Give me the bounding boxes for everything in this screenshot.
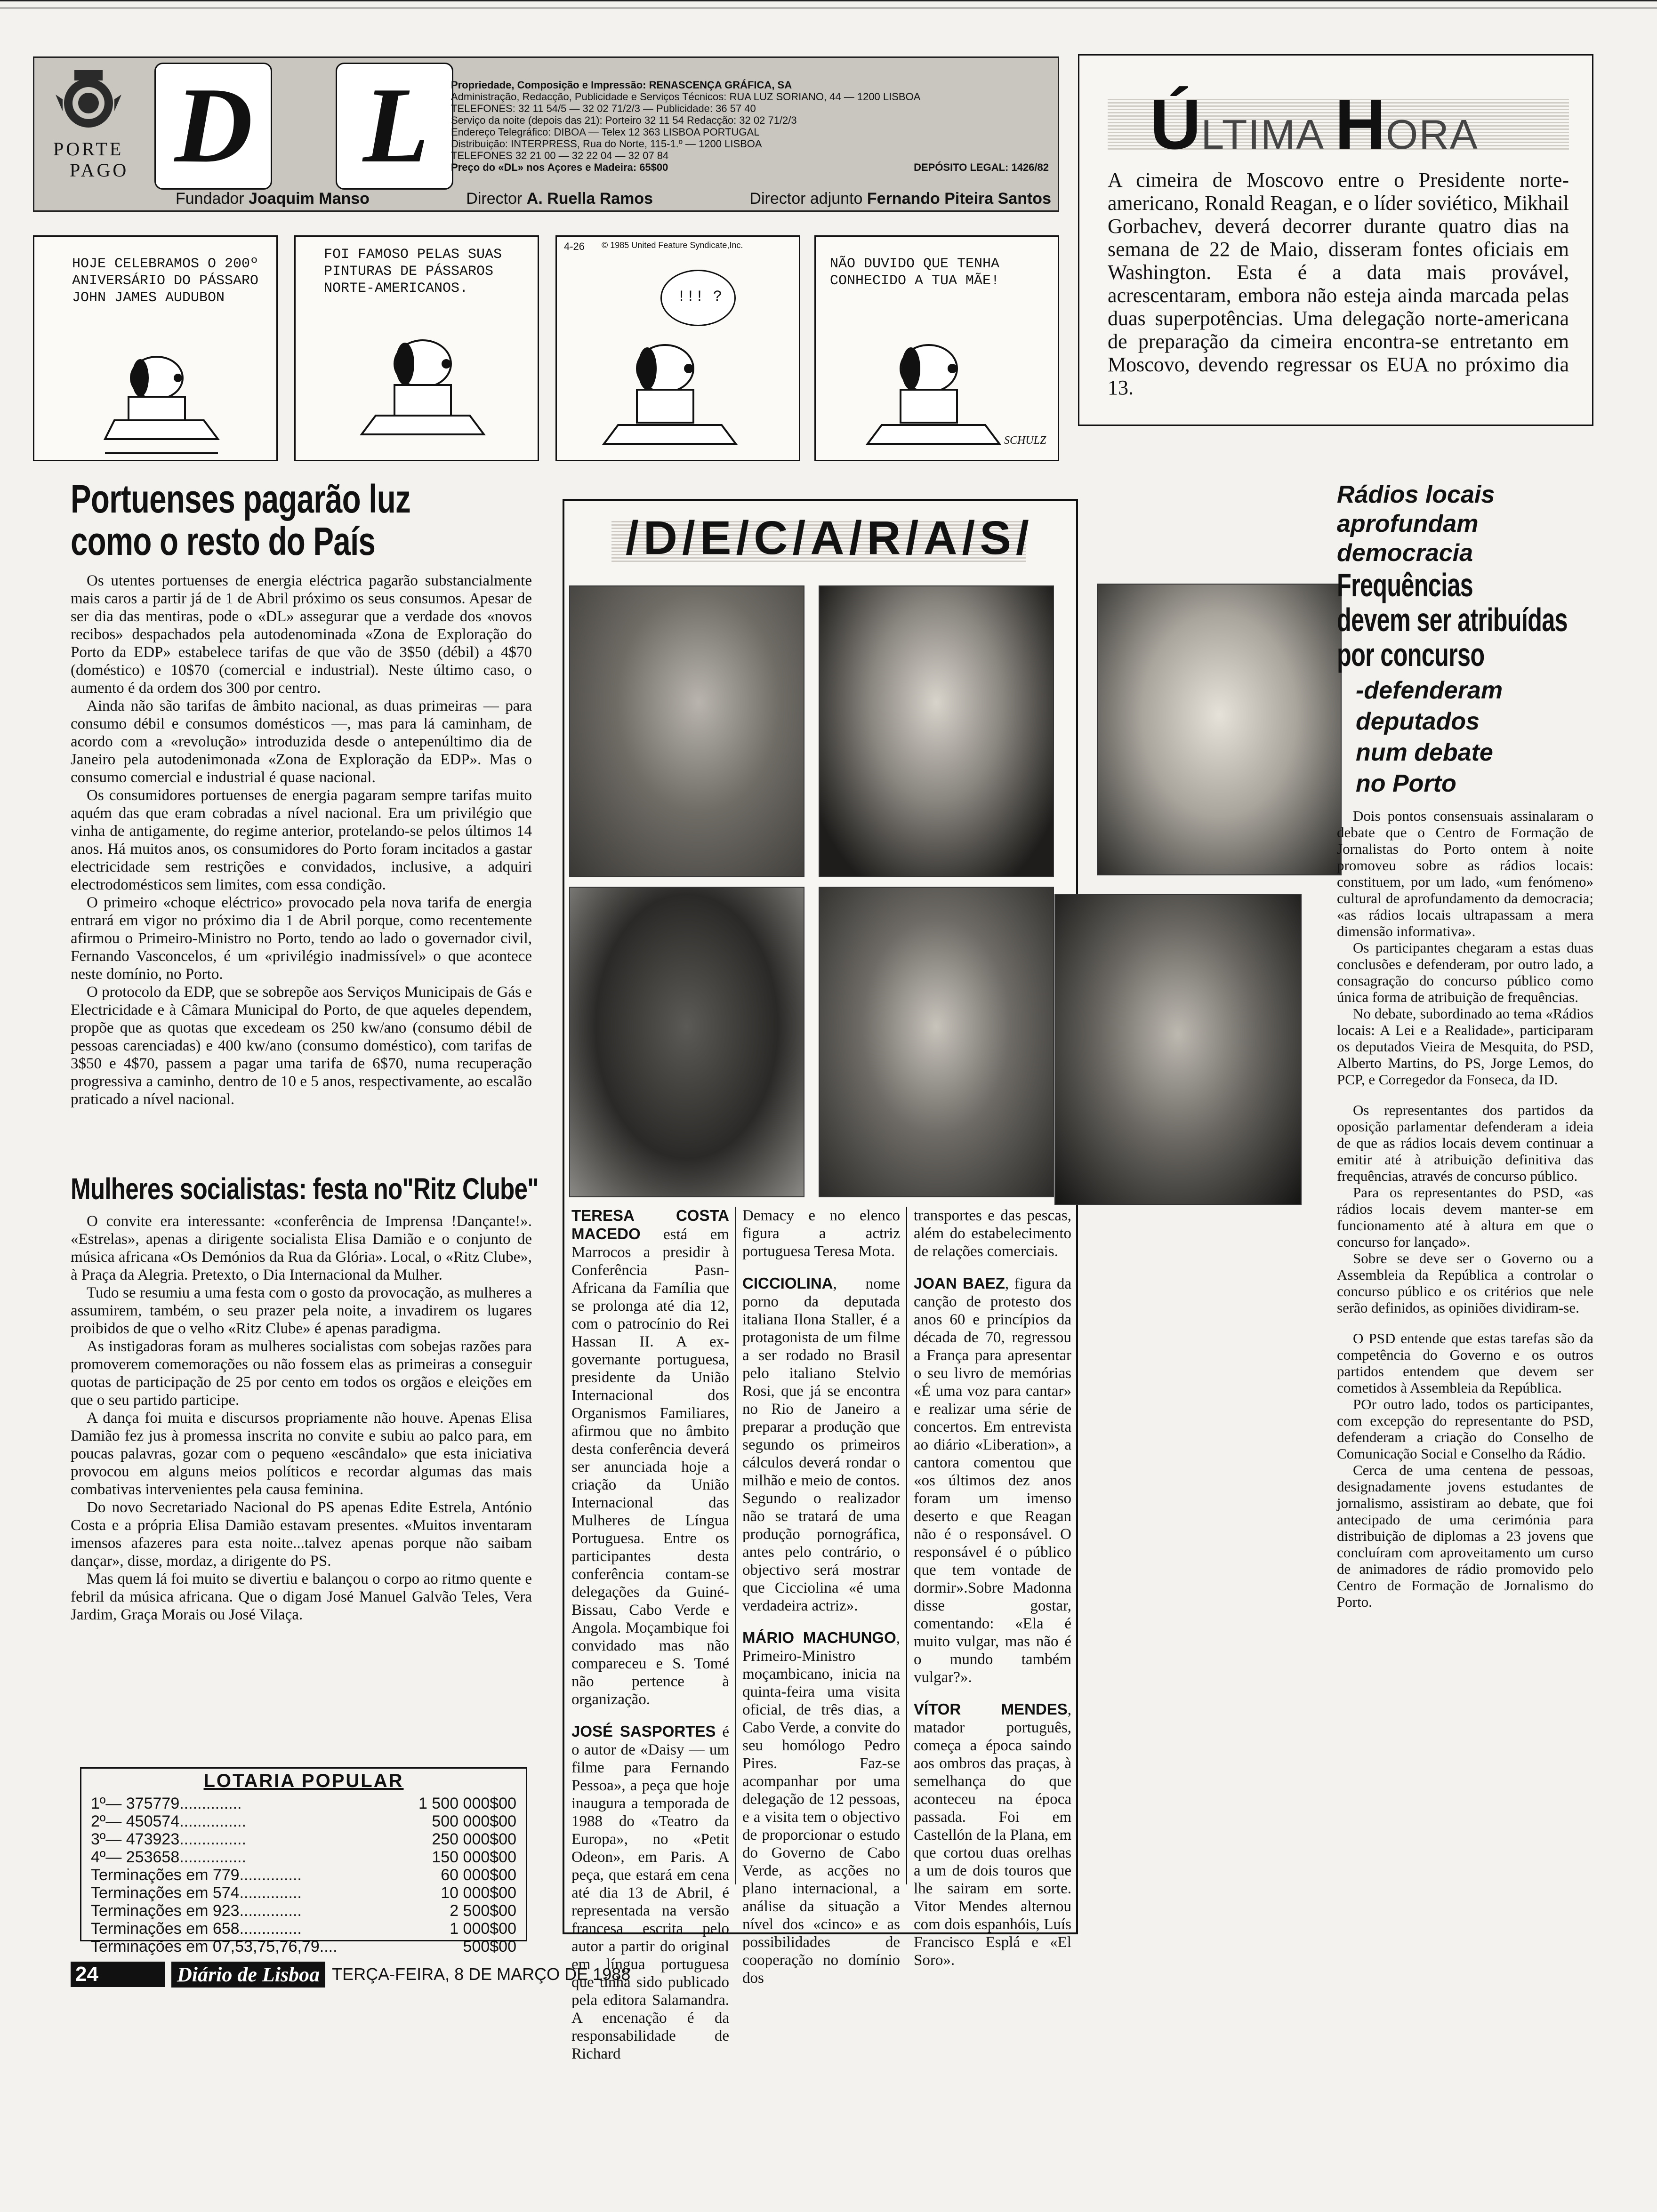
lotaria-row-value: 10 000$00 bbox=[441, 1884, 516, 1902]
caras-col-2 bbox=[742, 1207, 900, 2001]
caras-title: /D/E/C/A/R/A/S/ bbox=[626, 512, 1034, 564]
entry-text: , matador português, começa a época saindo aos ombros das praças, à semelhança do que aconteceu na época passada. Foi em Castellón de la Plana, em que cortou duas orelhas a um de dois touros que lhe sairam em sorte. Vitor Mendes alternou com dois espanhóis, Luís Francisco Esplá e «El Soro». bbox=[914, 1701, 1071, 1969]
caras-entry bbox=[914, 1700, 1071, 1969]
lotaria-row-value: 60 000$00 bbox=[441, 1866, 516, 1884]
lotaria-row-label: Terminações em 574.............. bbox=[91, 1884, 302, 1902]
radios-kicker-1: Rádios locais bbox=[1337, 481, 1495, 508]
entry-text: , figura da canção de protesto dos anos 60 e princípios da década de 70, regressou a França para apresentar o seu livro de memórias «É uma voz para cantar» e realizar uma série de concertos. Em entrevista ao diário «Liberation», a cantora comentou que «os últimos dez anos foram um imenso deserto e que Reagan não é o responsável. O responsável é o público que tem vontade de dormir».Sobre Madonna disse gostar, comentando: «Ela é muito vulgar, mas não é o mundo também vulgar?». bbox=[914, 1275, 1071, 1686]
person-name: JOAN BAEZ bbox=[914, 1274, 1005, 1292]
lotaria-row-label: 3º— 473923............... bbox=[91, 1830, 246, 1848]
paragraph: O convite era interessante: «conferência de Imprensa !Dançante!». «Estrelas», apenas a dirigente socialista Elisa Damião e o conjunto de música africana «Os Demónios da Rua da Glória». Local, o «Ritz Clube», à Praça da Alegria. Pretexto, o Dia Internacional da Mulher. bbox=[71, 1213, 532, 1283]
person-name: TERESA COSTA MACEDO bbox=[571, 1207, 729, 1242]
paragraph: Os utentes portuenses de energia eléctrica pagarão substancialmente mais caros a partir já de 1 de Abril próximo os seus consumos. Apesar de ser dia das mentiras, pode o «DL» assegurar que a verdade dos «novos recibos» despachados pela autodenominada «Zona de Exploração do Porto da EDP» estabelece tarifas de que vão de 3$50 (débil) a 4$70 (doméstico) e 10$70 (comercial e industrial). Neste último caso, o aumento é da ordem dos 300 por centro. bbox=[71, 572, 532, 697]
lotaria-row-label: 1º— 375779.............. bbox=[91, 1795, 242, 1812]
caras-box bbox=[563, 499, 1078, 2062]
entry-text: é o autor de «Daisy — um filme para Fernando Pessoa», a peça que hoje inaugura a temporada de 1988 do «Teatro da Europa», no «Petit Odeon», em Paris. A peça, que estará em cena até dia 13 de Abril, é representada na versão francesa escrita pelo autor a partir do original em língua portuguesa que tinha sido publicado pela editora Salamandra. A encenação é da responsabilidade de Richard bbox=[571, 1723, 729, 2062]
top-rule bbox=[0, 0, 1657, 8]
caras-entry bbox=[914, 1274, 1071, 1686]
title-h: H bbox=[1335, 85, 1386, 164]
lotaria-row-value: 250 000$00 bbox=[432, 1830, 516, 1848]
comic-bubble-text: !!! ? bbox=[677, 288, 723, 305]
comic-signature: SCHULZ bbox=[1004, 434, 1046, 447]
mulheres-body bbox=[71, 1212, 532, 1624]
radios-sub-1: -defenderam bbox=[1356, 677, 1503, 704]
paragraph: Os participantes chegaram a estas duas conclusões e defenderam, por outro lado, a consagração do concurso público como única forma de atribuição de frequências. bbox=[1337, 939, 1593, 1005]
radios-headline-3: por concurso bbox=[1337, 636, 1485, 673]
portrait-photo-mendes bbox=[1054, 894, 1302, 1205]
paragraph: Para os representantes do PSD, «as rádios locais devem manter-se em funcionamento até à altura em que o concurso for lançado». bbox=[1337, 1184, 1593, 1250]
lotaria-row bbox=[91, 1848, 516, 1866]
luz-body bbox=[71, 572, 532, 1108]
portrait-photo bbox=[569, 585, 804, 877]
ultima-hora-text: A cimeira de Moscovo entre o Presidente norte-americano, Ronald Reagan, e o líder soviético, Mikhail Gorbachev, deverá decorrer durante quatro dias na semana de 22 de Maio, disseram fontes oficiais em Washington. Esta é a data mais provável, acrescentaram, embora não esteja ainda marcada pelas duas superpotências. Uma delegação norte-americana de preparação da cimeira encontra-se entretanto em Moscovo, devendo regressar os EUA no próximo dia 13. bbox=[1108, 168, 1569, 399]
adjunto-label: Director adjunto bbox=[749, 190, 863, 208]
paragraph: Sobre se deve ser o Governo ou a Assembleia da República a controlar o concurso público e os critérios que nele serão definidos, as opiniões dividiram-se. bbox=[1337, 1250, 1593, 1316]
person-name: VÍTOR MENDES bbox=[914, 1700, 1068, 1718]
title-rest1: LTIMA bbox=[1201, 111, 1335, 158]
ultima-hora-title bbox=[1150, 84, 1479, 165]
lotaria-row-label: 2º— 450574............... bbox=[91, 1812, 246, 1830]
paragraph: O protocolo da EDP, que se sobrepõe aos Serviços Municipais de Gás e Electricidade e à Câmara Municipal do Porto, de que aqueles dependem, propõe que as quotas que excedeam os 250 kw/ano (consumo débil de pessoas carenciadas) e 400 kw/ano (consumo doméstico), com tarifas de 3$50 e 4$70, passem a pagar uma tarifa de 6$70, numa recuperação progressiva a caminho, dentro de 10 e 5 anos, respectivamente, ao escalão praticado a nível nacional. bbox=[71, 984, 532, 1108]
info-line: Distribuição: INTERPRESS, Rua do Norte, 115-1.º — 1200 LISBOA bbox=[451, 138, 762, 150]
lotaria-row-value: 500 000$00 bbox=[432, 1812, 516, 1830]
article-mulheres bbox=[71, 1172, 539, 1624]
title-u: Ú bbox=[1150, 85, 1201, 164]
lotaria-row bbox=[91, 1812, 516, 1830]
radios-kicker-3: democracia bbox=[1337, 539, 1473, 567]
masthead-credits bbox=[176, 190, 1051, 208]
caras-entry bbox=[742, 1207, 900, 1260]
lotaria-row bbox=[91, 1920, 516, 1938]
person-name: MÁRIO MACHUNGO bbox=[742, 1629, 896, 1646]
lotaria-row bbox=[91, 1866, 516, 1884]
portrait-photo bbox=[569, 887, 804, 1197]
caras-col-divider bbox=[906, 1207, 907, 1884]
paragraph: Dois pontos consensuais assinalaram o debate que o Centro de Formação de Jornalistas do Porto ontem à noite promoveu sobre as rádios locais: constituem, por um lado, «um fenómeno» cultural de aprofundamento da democracia; «as rádios locais ultrapassam a mera dimensão informativa». bbox=[1337, 808, 1593, 939]
entry-text: está em Marrocos a presidir à Conferência Pasn-Africana da Família que se prolonga até dia 12, com o patrocínio do Rei Hassan II. A ex-governante portuguesa, presidente da União Internacional dos Organismos Familiares, afirmou que no âmbito desta conferência deverá ser anunciada hoje a criação da União Internacional das Mulheres de Língua Portuguesa. Entre os participantes desta conferência contam-se delegações da Guiné-Bissau, Cabo Verde e Angola. Moçambique foi convidado mas não compareceu e S. Tomé não pertence à organização. bbox=[571, 1226, 729, 1708]
masthead-letter-d: D bbox=[175, 65, 253, 185]
snoopy-icon bbox=[96, 345, 227, 458]
lotaria-title: LOTARIA POPULAR bbox=[203, 1771, 404, 1791]
lotaria-row-label: Terminações em 923.............. bbox=[91, 1902, 302, 1920]
lotaria-row bbox=[91, 1884, 516, 1902]
entry-text: Demacy e no elenco figura a actriz portuguesa Teresa Mota. bbox=[742, 1207, 900, 1260]
lotaria-row-value: 500$00 bbox=[463, 1938, 516, 1956]
paragraph: POr outro lado, todos os participantes, com excepção do representante do PSD, defenderam a criação do Conselho de Comunicação Social e Conselho da Rádio. bbox=[1337, 1396, 1593, 1462]
radios-body bbox=[1337, 808, 1593, 1610]
paper-name: Diário de Lisboa bbox=[171, 1962, 325, 1988]
article-luz bbox=[71, 478, 532, 1108]
lotaria-box bbox=[80, 1767, 527, 1956]
person-name: CICCIOLINA bbox=[742, 1274, 833, 1292]
radios-sub-2: deputados bbox=[1356, 708, 1480, 735]
lotaria-row bbox=[91, 1830, 516, 1848]
ultima-hora-box bbox=[1078, 54, 1593, 426]
caras-col-1 bbox=[571, 1207, 729, 2077]
page-number: 24 bbox=[71, 1962, 165, 1987]
paragraph: As instigadoras foram as mulheres socialistas com sobejas razões para promoverem comemorações ou não fossem elas as primeiras a conseguir quotas de participação de 25 por cento em todos os orgãos e eleições em que o seu partido participe. bbox=[71, 1338, 532, 1409]
lotaria-row-label: 4º— 253658............... bbox=[91, 1848, 246, 1866]
snoopy-icon bbox=[858, 331, 1014, 458]
porte-label: PORTE bbox=[53, 138, 124, 160]
paragraph: No debate, subordinado ao tema «Rádios locais: A Lei e a Realidade», participaram os deputados Vieira de Mesquita, do PSD, Alberto Martins, do PS, Jorge Lemos, do PCP, e Corregedor da Fonseca, da ID. bbox=[1337, 1005, 1593, 1088]
info-line: TELEFONES: 32 11 54/5 — 32 02 71/2/3 — Publicidade: 36 57 40 bbox=[451, 103, 756, 114]
radios-kicker-2: aprofundam bbox=[1337, 510, 1479, 537]
comic-speech-4: NÃO DUVIDO QUE TENHA CONHECIDO A TUA MÃE! bbox=[830, 256, 1000, 289]
paragraph: O primeiro «choque eléctrico» provocado pela nova tarifa de energia entrará em vigor no próximo dia 1 de Abril porque, como recentemente afirmou o Primeiro-Ministro no Porto, tendo ao lado o governador civil, Fernando Vasconcelos, é um «privilégio inadmissível» o que acontece neste domínio, no Porto. bbox=[71, 894, 532, 983]
comic-speech-1: HOJE CELEBRAMOS O 200º ANIVERSÁRIO DO PÁSSARO JOHN JAMES AUDUBON bbox=[72, 256, 259, 306]
entry-text: , nome porno da deputada italiana Ilona Staller, é a protagonista de um filme a ser rodado no Brasil pelo italiano Stelvio Rosi, que já se encontra no Rio de Janeiro a preparar a produção que segundo os primeiros cálculos deverá rondar o milhão e meio de contos. Segundo o realizador não se tratará de uma produção pornográfica, antes pelo contrário, o objectivo será mostrar que Cicciolina «é uma verdadeira actriz». bbox=[742, 1275, 900, 1614]
caras-entry bbox=[742, 1629, 900, 1987]
director-name: A. Ruella Ramos bbox=[526, 190, 653, 208]
info-line: Propriedade, Composição e Impressão: RENASCENÇA GRÁFICA, SA bbox=[451, 79, 792, 91]
comic-panel-3 bbox=[555, 235, 800, 461]
entry-text: , Primeiro-Ministro moçambicano, inicia na quinta-feira uma visita oficial, de três dias, a Cabo Verde, a convite do seu homólogo Pedro Pires. Faz-se acompanhar por uma delegação de 12 pessoas, e a visita tem o objectivo de proporcionar o estudo do Governo de Cabo Verde, as acções no plano internacional, a análise da situação a nível dos «cinco» e as possibilidades de cooperação no domínio dos bbox=[742, 1630, 900, 1987]
adjunto-name: Fernando Piteira Santos bbox=[867, 190, 1051, 208]
lotaria-row-value: 2 500$00 bbox=[450, 1902, 516, 1920]
caras-entry bbox=[914, 1207, 1071, 1260]
title-rest2: ORA bbox=[1385, 111, 1479, 158]
lotaria-row bbox=[91, 1902, 516, 1920]
entry-text: transportes e das pescas, além do estabelecimento de relações comerciais. bbox=[914, 1207, 1071, 1260]
caras-col-divider bbox=[735, 1207, 736, 1884]
person-name: JOSÉ SASPORTES bbox=[571, 1723, 716, 1740]
snoopy-icon bbox=[352, 326, 493, 453]
comic-panel-2 bbox=[294, 235, 539, 461]
paragraph: Tudo se resumiu a uma festa com o gosto da provocação, as mulheres a assumirem, também, o seu prazer pela noite, a invadirem os lugares proibidos de que o velho «Ritz Clube» é apenas paradigma. bbox=[71, 1284, 532, 1337]
lotaria-row-value: 150 000$00 bbox=[432, 1848, 516, 1866]
caras-entry bbox=[571, 1723, 729, 2063]
caras-col-3 bbox=[914, 1207, 1071, 1983]
fundador-label: Fundador bbox=[176, 190, 244, 208]
lotaria-row-value: 1 000$00 bbox=[450, 1920, 516, 1938]
deposito-legal: DEPÓSITO LEGAL: 1426/82 bbox=[914, 161, 1049, 173]
info-line: Serviço da noite (depois das 21): Porteiro 32 11 54 Redacção: 32 02 71/2/3 bbox=[451, 114, 797, 126]
snoopy-icon bbox=[595, 331, 755, 458]
luz-headline-1: Portuenses pagarão luz bbox=[71, 477, 410, 521]
mulheres-headline: Mulheres socialistas: festa no"Ritz Clube" bbox=[71, 1172, 539, 1206]
info-line: Endereço Telegráfico: DIBOA — Telex 12 363 LISBOA PORTUGAL bbox=[451, 126, 760, 138]
lotaria-row bbox=[91, 1938, 516, 1956]
paragraph: Os consumidores portuenses de energia pagaram sempre tarifas muito aquém das que eram cobradas a nível nacional. Era um privilégio que vinha de antigamente, do regime anterior, protelando-se pelos últimos 14 anos. Há muitos anos, os consumidores do Porto foram incitados a gastar electricidade sem restrições e convidados, inclusive, a adquiri electrodomésticos sem limites, com essa condição. bbox=[71, 787, 532, 893]
info-line: TELEFONES 32 21 00 — 32 22 04 — 32 07 84 bbox=[451, 150, 669, 161]
lotaria-row-label: Terminações em 07,53,75,76,79.... bbox=[91, 1938, 338, 1956]
luz-headline-2: como o resto do País bbox=[71, 519, 376, 563]
lotaria-row bbox=[91, 1795, 516, 1812]
lotaria-row-label: Terminações em 658.............. bbox=[91, 1920, 302, 1938]
comic-copyright: © 1985 United Feature Syndicate,Inc. bbox=[602, 240, 743, 250]
masthead-letter-l-box bbox=[336, 63, 453, 190]
radios-headline-1: Frequências bbox=[1337, 567, 1473, 603]
comic-panel-1 bbox=[33, 235, 278, 461]
paragraph: Ainda não são tarifas de âmbito nacional, as duas primeiras — para consumo débil e consumos domésticos —, mas para lá caminham, de acordo com a «revolução» introduzida desde o antepenúltimo dia de Janeiro pela autodenimonada «Zona de Exploração da EDP». Mas o consumo comercial e industrial é quase nacional. bbox=[71, 697, 532, 786]
fundador-name: Joaquim Manso bbox=[249, 190, 370, 208]
comic-panel-4 bbox=[814, 235, 1059, 461]
issue-date: TERÇA-FEIRA, 8 DE MARÇO DE 1988 bbox=[332, 1964, 631, 1984]
lotaria-row-value: 1 500 000$00 bbox=[418, 1795, 516, 1812]
masthead-letter-d-box bbox=[154, 63, 272, 190]
lotaria-row-label: Terminações em 779.............. bbox=[91, 1866, 302, 1884]
pago-label: PAGO bbox=[70, 160, 129, 181]
radios-sub-3: num debate bbox=[1356, 739, 1493, 766]
radios-headline-2: devem ser atribuídas bbox=[1337, 601, 1568, 638]
director-label: Director bbox=[466, 190, 523, 208]
info-line: Preço do «DL» nos Açores e Madeira: 65$00 bbox=[451, 161, 668, 173]
masthead-letter-l: L bbox=[363, 65, 429, 185]
comic-date: 4-26 bbox=[564, 240, 585, 252]
caras-entry bbox=[571, 1207, 729, 1708]
paragraph: Os representantes dos partidos da oposição parlamentar defenderam a ideia de que as rádios locais devem continuar a emitir até à atribuição definitiva das frequências, através de concurso público. bbox=[1337, 1102, 1593, 1184]
paragraph: Cerca de uma centena de pessoas, designadamente jovens estudantes de jornalismo, assistiram ao debate, que foi antecipado de uma cerimónia para distribuição de diplomas a 23 jovens que concluíram com aproveitamento um curso de animadores de rádio promovido pelo Centro de Formação de Jornalismo do Porto. bbox=[1337, 1462, 1593, 1610]
portrait-photo-cicciolina bbox=[1097, 584, 1342, 875]
paragraph: Do novo Secretariado Nacional do PS apenas Edite Estrela, António Costa e a própria Elisa Damião estavam presentes. «Muitos inventaram imensos afazeres para esta noite...talvez apenas porque não saibam dançar», disse, mordaz, a dirigente do PS. bbox=[71, 1499, 532, 1570]
article-radios bbox=[1337, 480, 1593, 1610]
paragraph: A dança foi muita e discursos propriamente não houve. Apenas Elisa Damião fez jus à promessa inscrita no convite e subiu ao palco para, em poucas palavras, gozar com o pequeno «escândalo» que esta iniciativa provocou em alguns meios políticos e recordar algumas das mais combativas intervenientes pela causa feminina. bbox=[71, 1410, 532, 1498]
masthead-info bbox=[451, 79, 1049, 173]
portrait-photo bbox=[819, 585, 1054, 877]
radios-sub-4: no Porto bbox=[1356, 770, 1456, 797]
comic-strip bbox=[33, 226, 1059, 461]
paragraph: Mas quem lá foi muito se divertiu e balançou o corpo ao ritmo quente e febril da música africana. Que o digam José Manuel Galvão Teles, Vera Jardim, Graça Morais ou José Vilaça. bbox=[71, 1571, 532, 1623]
masthead bbox=[33, 56, 1059, 212]
caras-entry bbox=[742, 1274, 900, 1615]
comic-speech-2: FOI FAMOSO PELAS SUAS PINTURAS DE PÁSSAROS NORTE-AMERICANOS. bbox=[324, 247, 502, 297]
info-line: Administração, Redacção, Publicidade e Serviços Técnicos: RUA LUZ SORIANO, 44 — 1200 LISBOA bbox=[451, 91, 921, 103]
emblem-icon bbox=[53, 66, 124, 137]
portrait-photo bbox=[819, 887, 1054, 1197]
paragraph: O PSD entende que estas tarefas são da competência do Governo e os outros partidos entendem que devem ser cometidos à Assembleia da República. bbox=[1337, 1330, 1593, 1396]
